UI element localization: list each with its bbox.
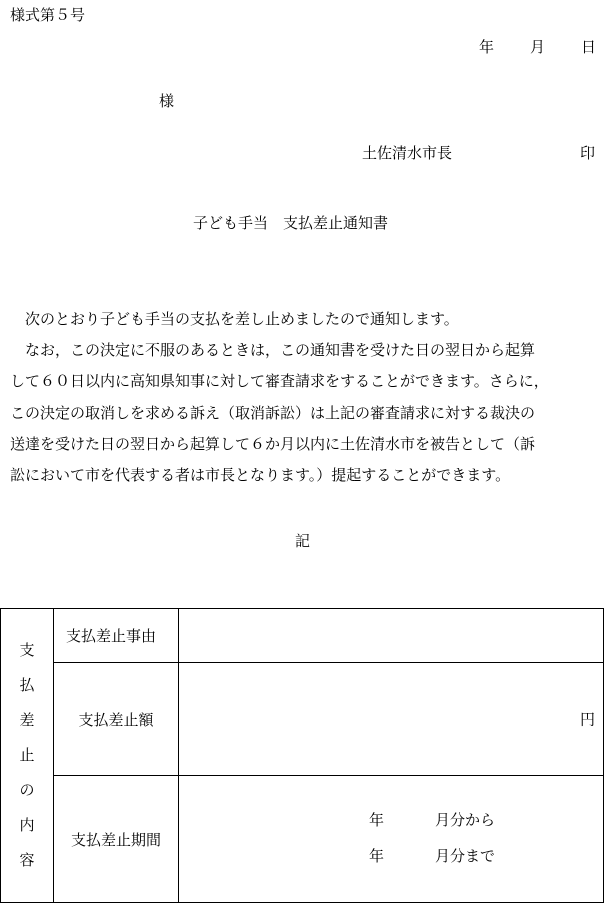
notice-body xyxy=(10,304,605,491)
vertical-char: 止 xyxy=(19,746,35,764)
date-year-label: 年 xyxy=(478,38,494,56)
body-line: 次のとおり子ども手当の支払を差し止めましたので通知します。 xyxy=(25,310,459,328)
seal-mark: 印 xyxy=(580,144,596,162)
date-day-label: 日 xyxy=(580,38,596,56)
addressee-suffix: 様 xyxy=(159,92,175,110)
vertical-char: の xyxy=(19,781,35,799)
vertical-char: 差 xyxy=(19,711,35,729)
period-value-cell[interactable] xyxy=(179,776,604,903)
body-line: なお，この決定に不服のあるときは，この通知書を受けた日の翌日から起算 xyxy=(25,341,536,360)
section-vertical-label xyxy=(1,609,54,903)
document-title: 子ども手当 支払差止通知書 xyxy=(193,214,389,232)
amount-value-cell[interactable] xyxy=(179,663,604,776)
date-line xyxy=(479,36,596,57)
period-from-year: 年 xyxy=(369,811,385,829)
form-number: 様式第５号 xyxy=(10,6,86,24)
amount-label: 支払差止額 xyxy=(54,663,179,776)
suspension-detail-table xyxy=(0,608,604,903)
reason-value-cell[interactable] xyxy=(179,609,604,663)
period-from-month: 月分から xyxy=(435,811,496,829)
period-label: 支払差止期間 xyxy=(54,776,179,903)
vertical-char: 支 xyxy=(19,641,35,659)
ki-heading: 記 xyxy=(295,532,311,550)
reason-label: 支払差止事由 xyxy=(54,609,179,663)
issuer-name: 土佐清水市長 xyxy=(362,144,453,162)
body-line: この決定の取消しを求める訴え（取消訴訟）は上記の審査請求に対する裁決の xyxy=(10,403,536,422)
period-to-month: 月分まで xyxy=(435,847,496,865)
period-from-line xyxy=(369,809,495,830)
date-month-label: 月 xyxy=(529,38,545,56)
period-to-year: 年 xyxy=(369,847,385,865)
amount-unit: 円 xyxy=(579,710,595,729)
period-to-line xyxy=(369,845,495,866)
vertical-char: 容 xyxy=(19,851,35,869)
body-line: 訟において市を代表する者は市長となります。）提起することができます。 xyxy=(10,466,511,485)
body-line: して６０日以内に高知県知事に対して審査請求をすることができます。さらに， xyxy=(10,372,549,391)
body-line: 送達を受けた日の翌日から起算して６か月以内に土佐清水市を被告として（訴 xyxy=(10,434,536,453)
vertical-char: 払 xyxy=(19,676,35,694)
vertical-char: 内 xyxy=(19,816,35,834)
